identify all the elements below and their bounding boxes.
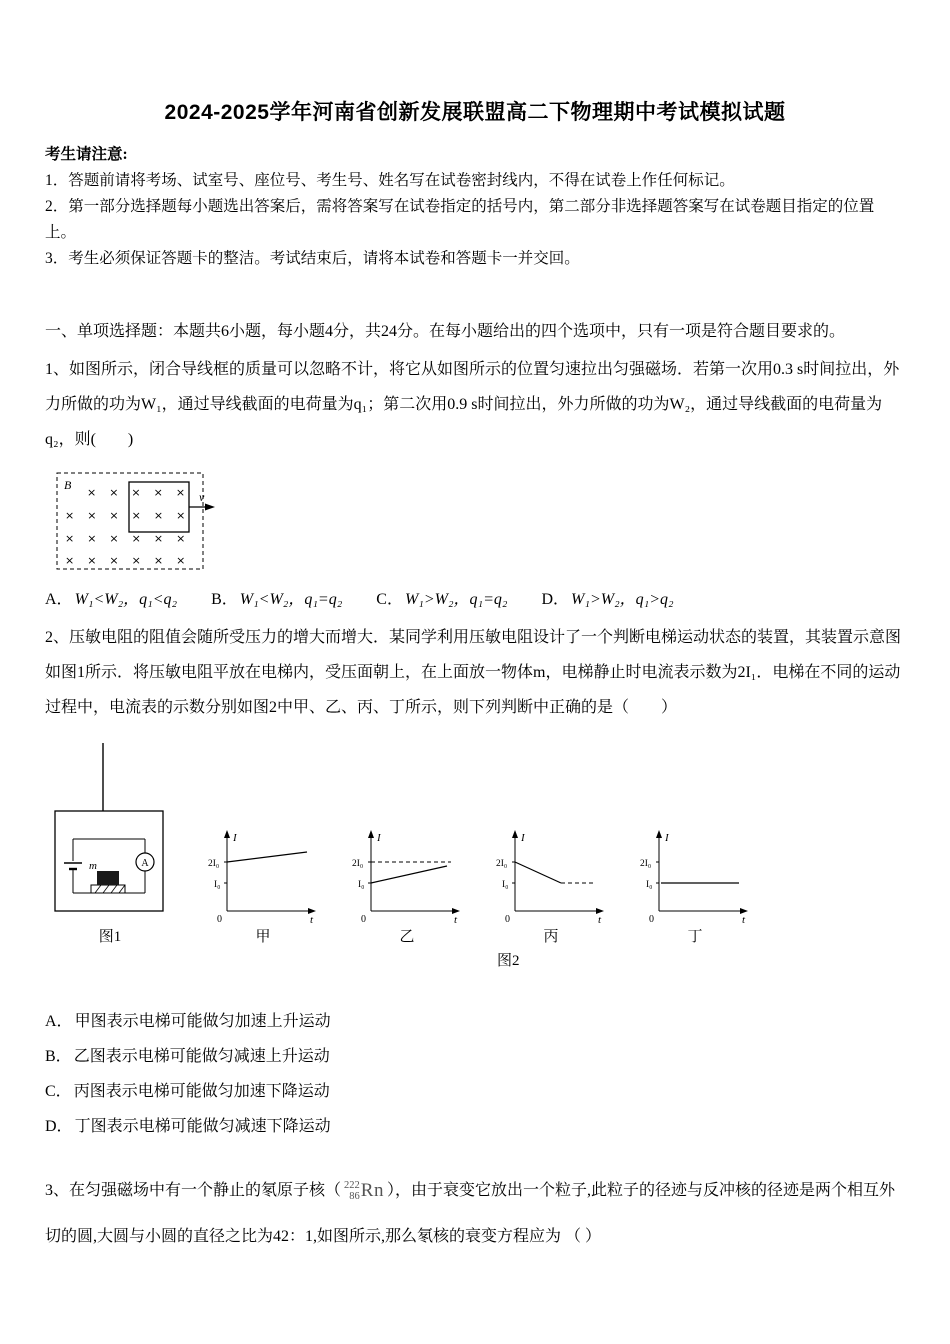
magnetic-field-diagram — [55, 469, 225, 573]
tick-2I0: 2I₀ — [352, 859, 364, 869]
graph-ding-caption: 丁 — [687, 929, 703, 945]
question-1-figure — [55, 469, 905, 578]
notice-item-2: 2．第一部分选择题每小题选出答案后，需将答案写在试卷指定的括号内，第二部分非选择题答案写在试卷题目指定的位置上。 — [45, 198, 875, 241]
graph-ding — [639, 827, 751, 947]
question-1-option-c: C． W₁>W₂，q₁=q₂ — [376, 591, 508, 608]
field-cross-row-1: ××××× — [87, 486, 199, 499]
graph-jia — [207, 827, 319, 947]
nuclide-notation — [344, 1168, 384, 1214]
velocity-label-v: v — [199, 490, 205, 504]
question-1-text: 1、如图所示，闭合导线框的质量可以忽略不计，将它从如图所示的位置匀速拉出匀强磁场．若第一次用0.3 s时间拉出，外力所做的功为W₁，通过导线截面的电荷量为q₁；第二次用0.9 s时间拉出，外力所做的功为W₂，通过导线截面的电荷量为q₂，则( ) — [45, 361, 900, 448]
graph-bing-plot — [495, 827, 607, 927]
field-cross-row-2: ×××××× — [65, 509, 199, 522]
graph-jia-caption: 甲 — [255, 929, 271, 945]
question-3-text-before: 3、在匀强磁场中有一个静止的氡原子核（ — [45, 1182, 342, 1199]
question-2-option-d: D． 丁图表示电梯可能做匀减速下降运动 — [45, 1118, 331, 1135]
question-1 — [45, 352, 905, 614]
question-1-option-d: D． W₁>W₂，q₁>q₂ — [541, 591, 674, 608]
notice-item-1: 1．答题前请将考场、试室号、座位号、考生号、姓名写在试卷密封线内，不得在试卷上作任何标记。 — [45, 172, 735, 189]
graph-ding-plot — [639, 827, 751, 927]
graph-yi-caption: 乙 — [399, 929, 415, 945]
graph-yi-plot — [351, 827, 463, 927]
current-curve — [371, 866, 447, 883]
origin-label: 0 — [649, 914, 654, 925]
question-1-option-b: B． W₁<W₂，q₁=q₂ — [211, 591, 343, 608]
hatch-line — [103, 885, 109, 893]
question-3-text — [45, 1168, 905, 1260]
notice-item-3: 3．考生必须保证答题卡的整洁。考试结束后，请将本试卷和答题卡一并交回。 — [45, 250, 580, 267]
x-axis-label: t — [454, 914, 458, 926]
elevator-figure — [45, 741, 175, 947]
current-curve — [227, 852, 307, 862]
question-2-option-a: A． 甲图表示电梯可能做匀加速上升运动 — [45, 1013, 331, 1030]
y-axis-label: I — [521, 832, 525, 844]
question-2-text: 2、压敏电阻的阻值会随所受压力的增大而增大．某同学利用压敏电阻设计了一个判断电梯运动状态的装置，其装置示意图如图1所示．将压敏电阻平放在电梯内，受压面朝上，在上面放一物体m，电梯静止时电流表示数为2I₁．电梯在不同的运动过程中，电流表的示数分别如图2中甲、乙、丙、丁所示，则下列判断中正确的是（ ） — [45, 629, 902, 716]
hatch-line — [95, 885, 101, 893]
elevator-diagram — [45, 741, 175, 927]
graph-yi — [351, 827, 463, 947]
y-axis-label: I — [377, 832, 381, 844]
ammeter-label: A — [141, 858, 149, 869]
tick-I0: I₀ — [358, 880, 365, 890]
origin-label: 0 — [505, 914, 510, 925]
figure-2-caption: 图2 — [497, 953, 520, 969]
y-axis-label: I — [665, 832, 669, 844]
question-2-figures — [45, 741, 905, 947]
question-1-options — [45, 586, 905, 614]
nuclide-mass-number: 222 — [344, 1180, 360, 1192]
tick-I0: I₀ — [214, 880, 221, 890]
nuclide-numbers — [344, 1180, 360, 1202]
field-label-B: B — [64, 478, 72, 492]
field-cross-row-3: ×××××× — [65, 532, 199, 545]
graph-jia-plot — [207, 827, 319, 927]
field-cross-row-4: ×××××× — [65, 554, 199, 567]
y-axis-arrowhead — [368, 830, 374, 838]
velocity-arrowhead — [205, 504, 215, 511]
y-axis-arrowhead — [224, 830, 230, 838]
notice-section — [45, 142, 905, 272]
x-axis-label: t — [598, 914, 602, 926]
origin-label: 0 — [217, 914, 222, 925]
figure-1-caption: 图1 — [98, 929, 122, 945]
mass-label: m — [89, 860, 97, 872]
hatch-line — [119, 885, 125, 893]
section-1-heading: 一、单项选择题：本题共6小题，每小题4分，共24分。在每小题给出的四个选项中，只有一项是符合题目要求的。 — [45, 323, 846, 340]
mass-block — [97, 871, 119, 885]
tick-2I0: 2I₀ — [640, 859, 652, 869]
origin-label: 0 — [361, 914, 366, 925]
notice-heading: 考生请注意: — [45, 146, 128, 163]
tick-2I0: 2I₀ — [208, 859, 220, 869]
y-axis-arrowhead — [512, 830, 518, 838]
graph-bing — [495, 827, 607, 947]
question-3-text-after: ），由于衰变它放出一个粒子,此粒子的径迹与反冲核的径迹是两个相互外切的圆,大圆与小圆的直径之比为42：1,如图所示,那么氡核的衰变方程应为 （ ） — [45, 1182, 895, 1246]
nuclide-atomic-number: 86 — [349, 1191, 360, 1203]
question-2 — [45, 620, 905, 1144]
exam-title: 2024-2025学年河南省创新发展联盟高二下物理期中考试模拟试题 — [164, 101, 786, 124]
question-1-option-a: A． W₁<W₂，q₁<q₂ — [45, 591, 178, 608]
question-2-option-c: C． 丙图表示电梯可能做匀加速下降运动 — [45, 1083, 330, 1100]
tick-2I0: 2I₀ — [496, 859, 508, 869]
tick-I0: I₀ — [646, 880, 653, 890]
tick-I0: I₀ — [502, 880, 509, 890]
y-axis-arrowhead — [656, 830, 662, 838]
question-3 — [45, 1168, 905, 1260]
hatch-line — [111, 885, 117, 893]
x-axis-label: t — [310, 914, 314, 926]
current-curve — [515, 862, 561, 883]
graph-bing-caption: 丙 — [543, 929, 559, 945]
x-axis-label: t — [742, 914, 746, 926]
nuclide-symbol: Rn — [360, 1180, 384, 1202]
question-2-option-b: B． 乙图表示电梯可能做匀减速上升运动 — [45, 1048, 330, 1065]
y-axis-label: I — [233, 832, 237, 844]
question-2-options — [45, 1004, 905, 1144]
